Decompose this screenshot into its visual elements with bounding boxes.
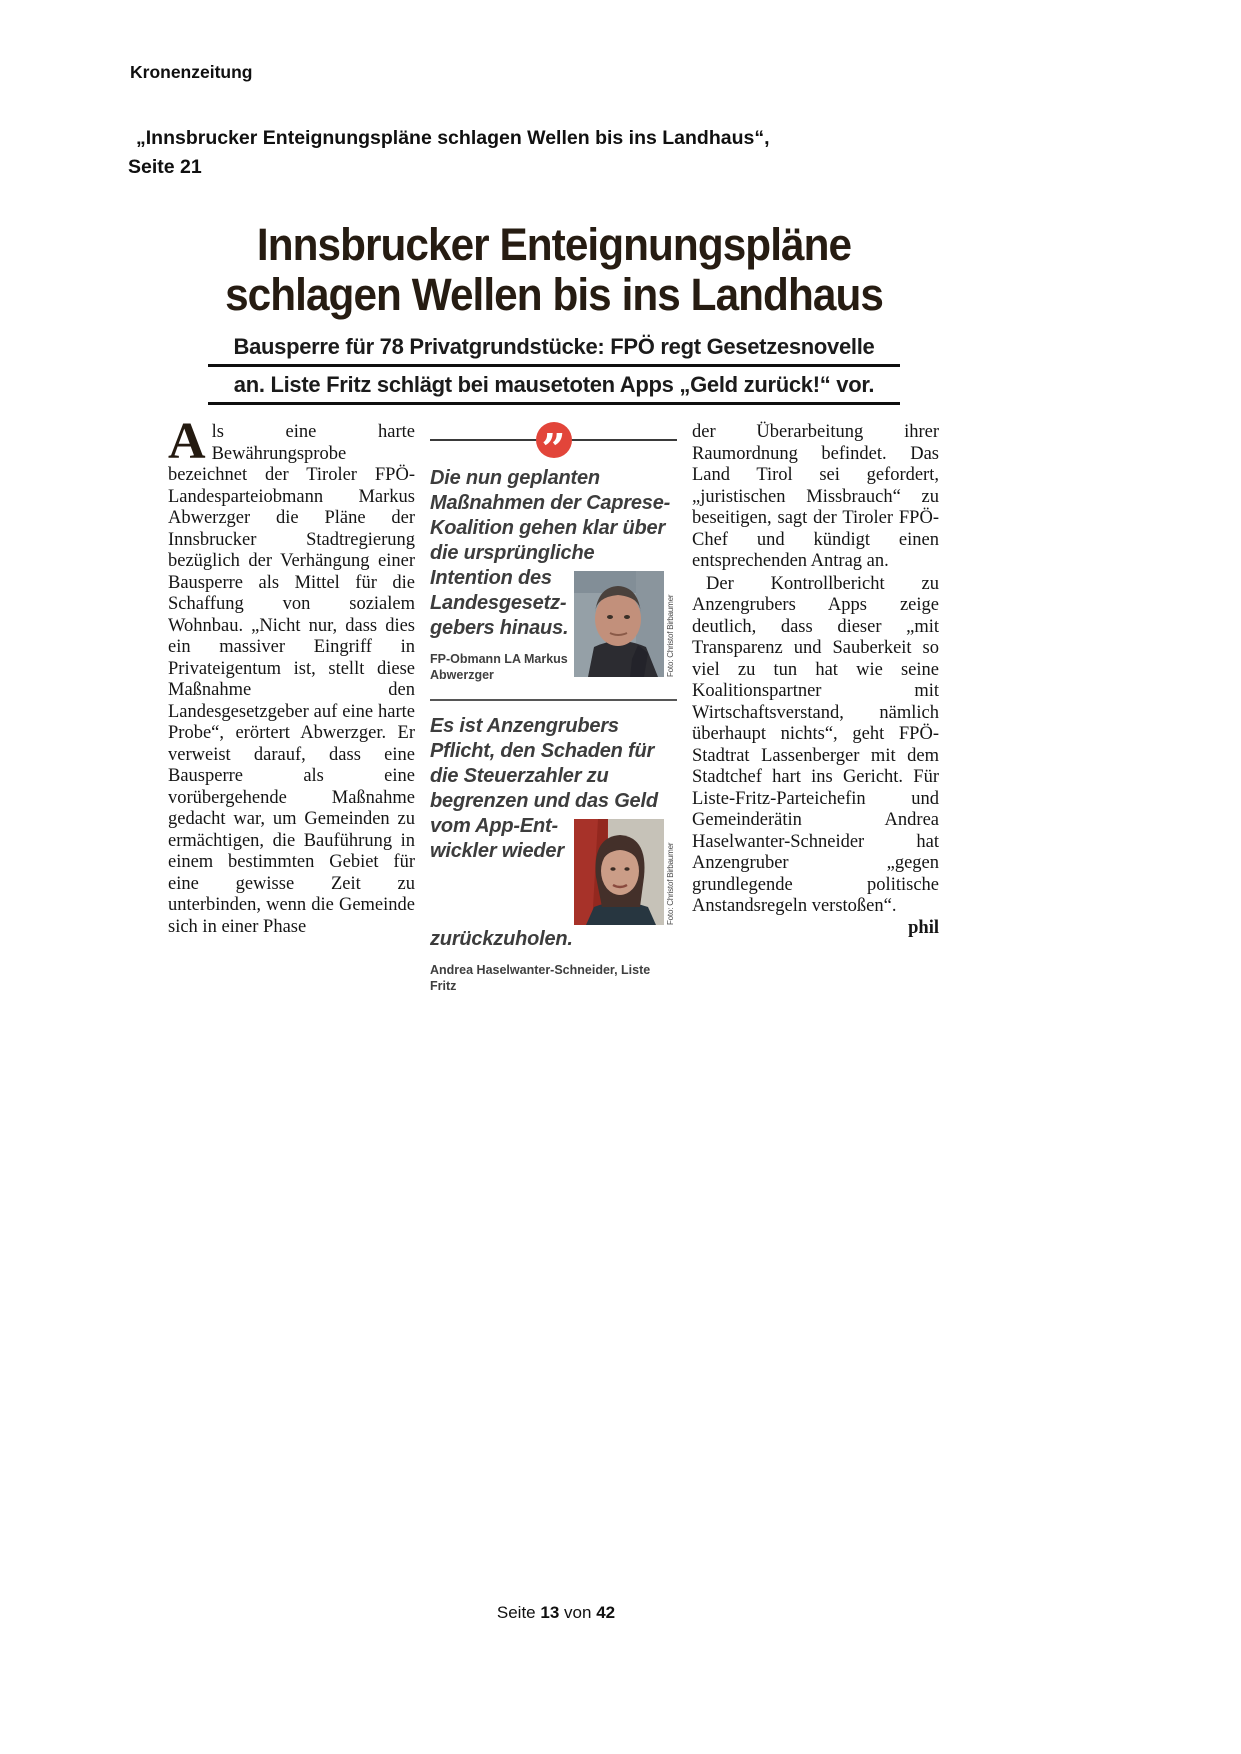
footer-word-of: von — [564, 1603, 592, 1622]
left-column-text: ls eine harte Bewährungsprobe bezeichnet der Tiroler FPÖ-Landesparteiobmann Markus Abwerzger die Pläne der Innsbrucker Stadtregierung bezüglich der Verhängung einer Bausperre als Mittel für die Schaffung von sozialem Wohnbau. „Nicht nur, dass dies ein massiver Eingriff in Privateigentum ist, stellt diese Maßnahme den Landesgesetzgeber auf eine harte Probe“, erörtert Abwerzger. Er verweist darauf, dass eine Bausperre als eine vorübergehende Maßnahme gedacht war, um Gemeinden zu ermächtigen, die Bauführung in einem bestimmten Gebiet für eine gewisse Zeit zu unterbinden, wenn die Gemeinde sich in einer Phase — [168, 422, 415, 937]
right-column-paragraph-2 — [692, 573, 939, 938]
pullquote-1-part1: Die nun geplanten Maßnahmen der Caprese-Koalition gehen klar über die ursprüngliche — [430, 467, 671, 564]
article-columns — [168, 413, 940, 994]
subhead-line2: an. Liste Fritz schlägt bei mausetoten Apps „Geld zurück!“ vor. — [208, 372, 900, 405]
pullquote-2-text — [430, 714, 677, 952]
right-column-paragraph-1: der Überarbeitung ihrer Raumordnung befindet. Das Land Tirol sei gefordert, „juristischen Missbrauch“ zu beseitigen, sagt der Tiroler FPÖ-Chef und kündigt einen entsprechenden Antrag an. — [692, 422, 939, 571]
pullquote-1-part2: Intention des Landesgesetz-gebers hinaus. — [430, 567, 569, 639]
document-title — [128, 124, 1028, 183]
right-column-text-2: Der Kontrollbericht zu Anzengrubers Apps zeige deutlich, dass dieser „mit Transparenz und Sauberkeit so viel zu tun hat wie seine Koalitionspartner mit Wirtschaftsverstand, nämlich überhaupt nichts“, geht FPÖ-Stadtrat Lassenberger mit dem Stadtchef hart ins Gericht. Für Liste-Fritz-Parteichefin und Gemeinderätin Andrea Haselwanter-Schneider hat Anzengruber „gegen grundlegende politische Anstandsregeln verstoßen“. — [692, 573, 939, 916]
subhead-line1: Bausperre für 78 Privatgrundstücke: FPÖ regt Gesetzesnovelle — [208, 334, 900, 367]
photo-credit: Foto: Christof Birbaumer — [666, 842, 675, 925]
pullquote-2-attribution: Andrea Haselwanter-Schneider, Liste Fritz — [430, 962, 651, 993]
drop-cap: A — [168, 413, 206, 470]
pullquote-2-part1: Es ist Anzengrubers Pflicht, den Schaden für die Steuerzahler zu begrenzen und das Geld — [430, 714, 658, 812]
photo-credit: Foto: Christof Birbaumer — [666, 594, 675, 677]
article-column-left — [168, 413, 415, 994]
page-footer — [0, 1603, 1112, 1623]
footer-word-page: Seite — [496, 1603, 536, 1622]
pullquote-1 — [430, 466, 677, 684]
author-signature: phil — [908, 917, 939, 938]
footer-page-number: 13 — [540, 1603, 560, 1622]
photo-markus-abwerzger — [574, 571, 677, 677]
newspaper-clipping — [168, 220, 940, 994]
pullquote-2 — [430, 714, 677, 995]
pullquote-2-part2: vom App-Ent-wickler wieder zurückzuholen. — [430, 814, 573, 950]
quote-separator — [430, 699, 677, 701]
article-column-middle — [430, 422, 677, 994]
article-headline — [168, 220, 940, 319]
headline-line2: schlagen Wellen bis ins Landhaus — [225, 268, 883, 320]
left-column-paragraph — [168, 413, 415, 938]
quote-badge: ” — [536, 422, 572, 458]
photo-andrea-haselwanter-schneider — [574, 819, 677, 925]
article-column-right — [692, 422, 939, 994]
footer-page-total: 42 — [596, 1603, 616, 1622]
article-subhead — [168, 334, 940, 410]
document-title-line2: Seite 21 — [128, 156, 202, 179]
portrait-woman-graphic — [574, 819, 664, 925]
headline-line1: Innsbrucker Enteignungspläne — [256, 219, 852, 270]
pullquote-divider — [430, 422, 677, 474]
source-label: Kronenzeitung — [130, 62, 253, 82]
pullquote-1-attribution: FP-Obmann LA Markus Abwerzger — [430, 652, 568, 683]
document-title-line1: „Innsbrucker Enteignungspläne schlagen Wellen bis ins Landhaus“, — [136, 127, 770, 149]
portrait-man-graphic — [574, 571, 664, 677]
